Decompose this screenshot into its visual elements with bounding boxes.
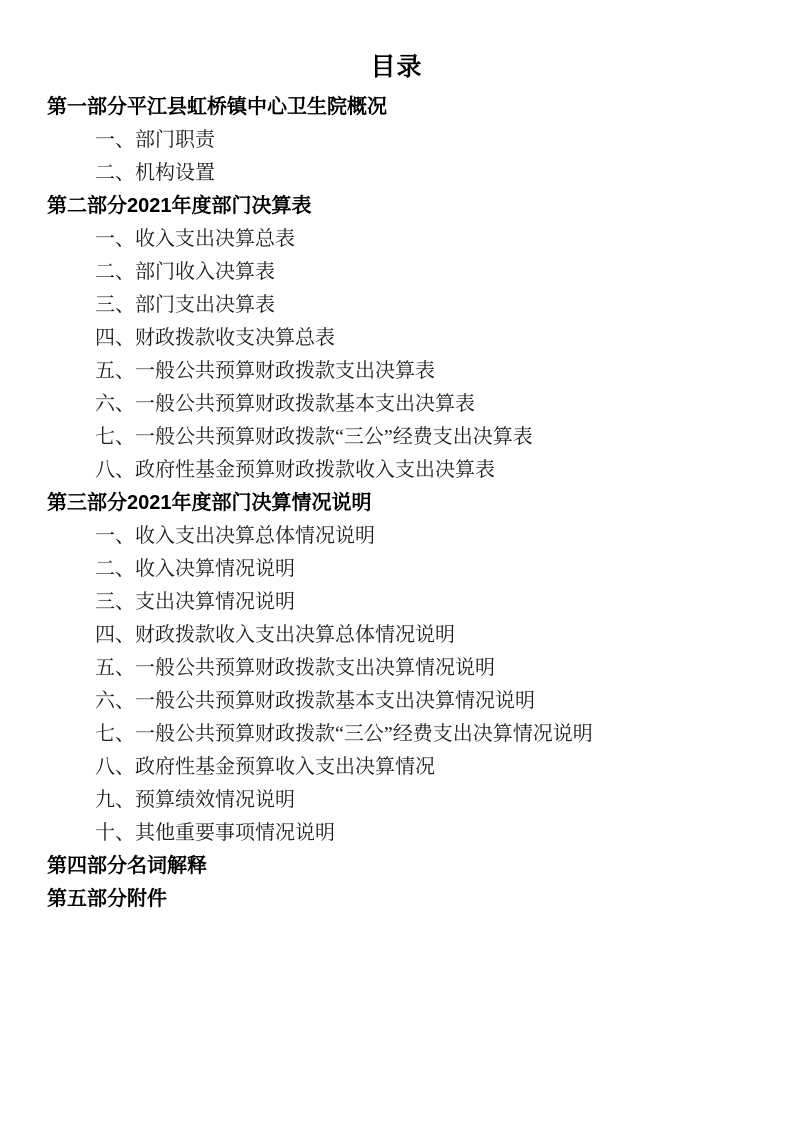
toc-entry: 一、部门职责: [95, 129, 215, 151]
toc-section-heading-part5: 第五部分附件: [47, 888, 167, 910]
toc-entry: 一、收入支出决算总体情况说明: [95, 525, 375, 547]
toc-entry: 六、一般公共预算财政拨款基本支出决算表: [95, 393, 475, 415]
toc-entry: 五、一般公共预算财政拨款支出决算情况说明: [95, 657, 495, 679]
toc-entry: 三、支出决算情况说明: [95, 591, 295, 613]
toc-entry: 四、财政拨款收入支出决算总体情况说明: [95, 624, 455, 646]
toc-entry: 五、一般公共预算财政拨款支出决算表: [95, 360, 435, 382]
toc-entry: 十、其他重要事项情况说明: [95, 822, 335, 844]
toc-entry: 七、一般公共预算财政拨款“三公”经费支出决算情况说明: [95, 723, 593, 745]
toc-entry: 七、一般公共预算财政拨款“三公”经费支出决算表: [95, 426, 533, 448]
toc-entry: 八、政府性基金预算财政拨款收入支出决算表: [95, 459, 495, 481]
toc-entry: 二、机构设置: [95, 162, 215, 184]
toc-section-heading-part2: 第二部分2021年度部门决算表: [47, 195, 312, 217]
toc-entry: 九、预算绩效情况说明: [95, 789, 295, 811]
toc-section-heading-part4: 第四部分名词解释: [47, 855, 207, 877]
toc-entry: 六、一般公共预算财政拨款基本支出决算情况说明: [95, 690, 535, 712]
toc-entry: 三、部门支出决算表: [95, 294, 275, 316]
toc-entry: 八、政府性基金预算收入支出决算情况: [95, 756, 435, 778]
table-of-contents: [47, 91, 746, 916]
toc-entry: 二、收入决算情况说明: [95, 558, 295, 580]
toc-section-heading-part3: 第三部分2021年度部门决算情况说明: [47, 492, 372, 514]
toc-entry: 一、收入支出决算总表: [95, 228, 295, 250]
page-title: 目录: [370, 53, 423, 81]
toc-entry: 二、部门收入决算表: [95, 261, 275, 283]
toc-section-heading-part1: 第一部分平江县虹桥镇中心卫生院概况: [47, 96, 387, 118]
toc-entry: 四、财政拨款收支决算总表: [95, 327, 335, 349]
